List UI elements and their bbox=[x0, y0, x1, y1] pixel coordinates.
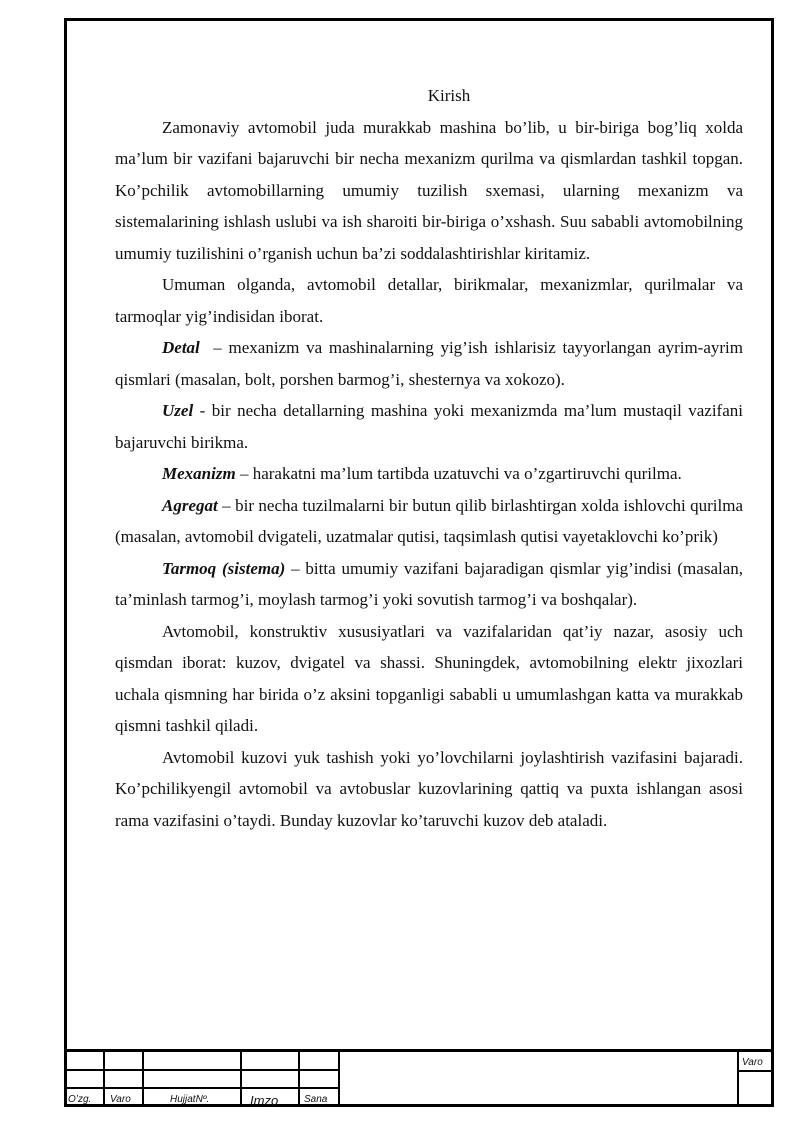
stamp-col-line bbox=[240, 1050, 242, 1107]
paragraph bbox=[115, 395, 748, 458]
document-title: Kirish bbox=[427, 86, 471, 105]
stamp-label-ozg: O’zg. bbox=[68, 1094, 92, 1105]
paragraph bbox=[115, 490, 748, 553]
stamp-col-line bbox=[142, 1050, 144, 1107]
sheet-number-divider bbox=[737, 1050, 739, 1107]
paragraph bbox=[115, 553, 748, 616]
paragraph-text: Avtomobil, konstruktiv xususiyatlari va vazifalaridan qat’iy nazar, asosiy uch qismdan iborat: kuzov, dvigatel va shassi. Shuningdek, avtomobilning elektr jixozlari uchala qismning har birida o’z aksini topganligi sababli u umumlashgan katta va murakkab qismni tashkil qiladi. bbox=[115, 621, 748, 735]
sheet-number-divider bbox=[737, 1070, 774, 1072]
stamp-label-hujjat: HujjatNº. bbox=[170, 1094, 210, 1105]
paragraph-text: – mexanizm va mashinalarning yig’ish ishlarisiz tayyorlangan ayrim-ayrim qismlari (masalan, bolt, porshen barmog’i, shesternya va xokozo). bbox=[115, 338, 748, 389]
paragraph-text: – harakatni ma’lum tartibda uzatuvchi va o’zgartiruvchi qurilma. bbox=[235, 464, 682, 483]
paragraph-text: Avtomobil kuzovi yuk tashish yoki yo’lovchilarni joylashtirish vazifasini bajaradi. Ko’pchilikyengil avtomobil va avtobuslar kuzovlarining qattiq va puxta ishlangan asosi rama vazifasini o’taydi. Bunday kuzovlar ko’taruvchi kuzov deb ataladi. bbox=[115, 747, 748, 830]
paragraph-text: – bitta umumiy vazifani bajaradigan qismlar yig’indisi (masalan, ta’minlash tarmog’i, moylash tarmog’i yoki sovutish tarmog’i va boshqalar). bbox=[115, 558, 748, 609]
term-label: Mexanizm bbox=[162, 464, 236, 483]
paragraph-text: - bir necha detallarning mashina yoki mexanizmda ma’lum mustaqil vazifani bajaruvchi birikma. bbox=[115, 401, 748, 452]
term-label: Detal bbox=[162, 338, 200, 357]
paragraph bbox=[115, 458, 743, 490]
stamp-col-line bbox=[338, 1050, 340, 1107]
term-label: Uzel bbox=[162, 401, 194, 420]
stamp-col-line bbox=[103, 1050, 105, 1107]
paragraph-list bbox=[115, 112, 748, 837]
paragraph bbox=[115, 332, 748, 395]
term-label: Tarmoq (sistema) bbox=[162, 558, 286, 578]
stamp-label-varo: Varo bbox=[110, 1094, 131, 1105]
paragraph-text: – bir necha tuzilmalarni bir butun qilib birlashtirgan xolda ishlovchi qurilma (masalan, avtomobil dvigateli, uzatmalar qutisi, taqsimlash qutisi vayetaklovchi ko’prik) bbox=[115, 495, 748, 546]
term-label: Agregat bbox=[162, 495, 218, 515]
document-body bbox=[115, 80, 748, 836]
stamp-col-line bbox=[298, 1050, 300, 1107]
paragraph bbox=[115, 742, 748, 837]
stamp-label-sana: Sana bbox=[304, 1094, 328, 1105]
paragraph bbox=[115, 112, 748, 270]
paragraph bbox=[115, 616, 748, 742]
sheet-number-label: Varo bbox=[742, 1057, 763, 1068]
paragraph-text: Umuman olganda, avtomobil detallar, birikmalar, mexanizmlar, qurilmalar va tarmoqlar yig’indisidan iborat. bbox=[115, 275, 748, 326]
paragraph bbox=[115, 269, 748, 332]
stamp-label-imzo: Imzo bbox=[250, 1093, 279, 1108]
paragraph-text: Zamonaviy avtomobil juda murakkab mashina bo’lib, u bir-biriga bog’liq xolda ma’lum bir vazifani bajaruvchi bir necha mexanizm qurilma va qismlardan tashkil topgan. Ko’pchilik avtomobillarning umumiy tuzilish sxemasi, ularning mexanizm va sistemalarining ishlash uslubi va ish sharoiti bir-biriga o’xshash. Suu sababli avtomobilning umumiy tuzilishini o’rganish uchun ba’zi soddalashtirishlar kiritamiz. bbox=[115, 117, 748, 263]
